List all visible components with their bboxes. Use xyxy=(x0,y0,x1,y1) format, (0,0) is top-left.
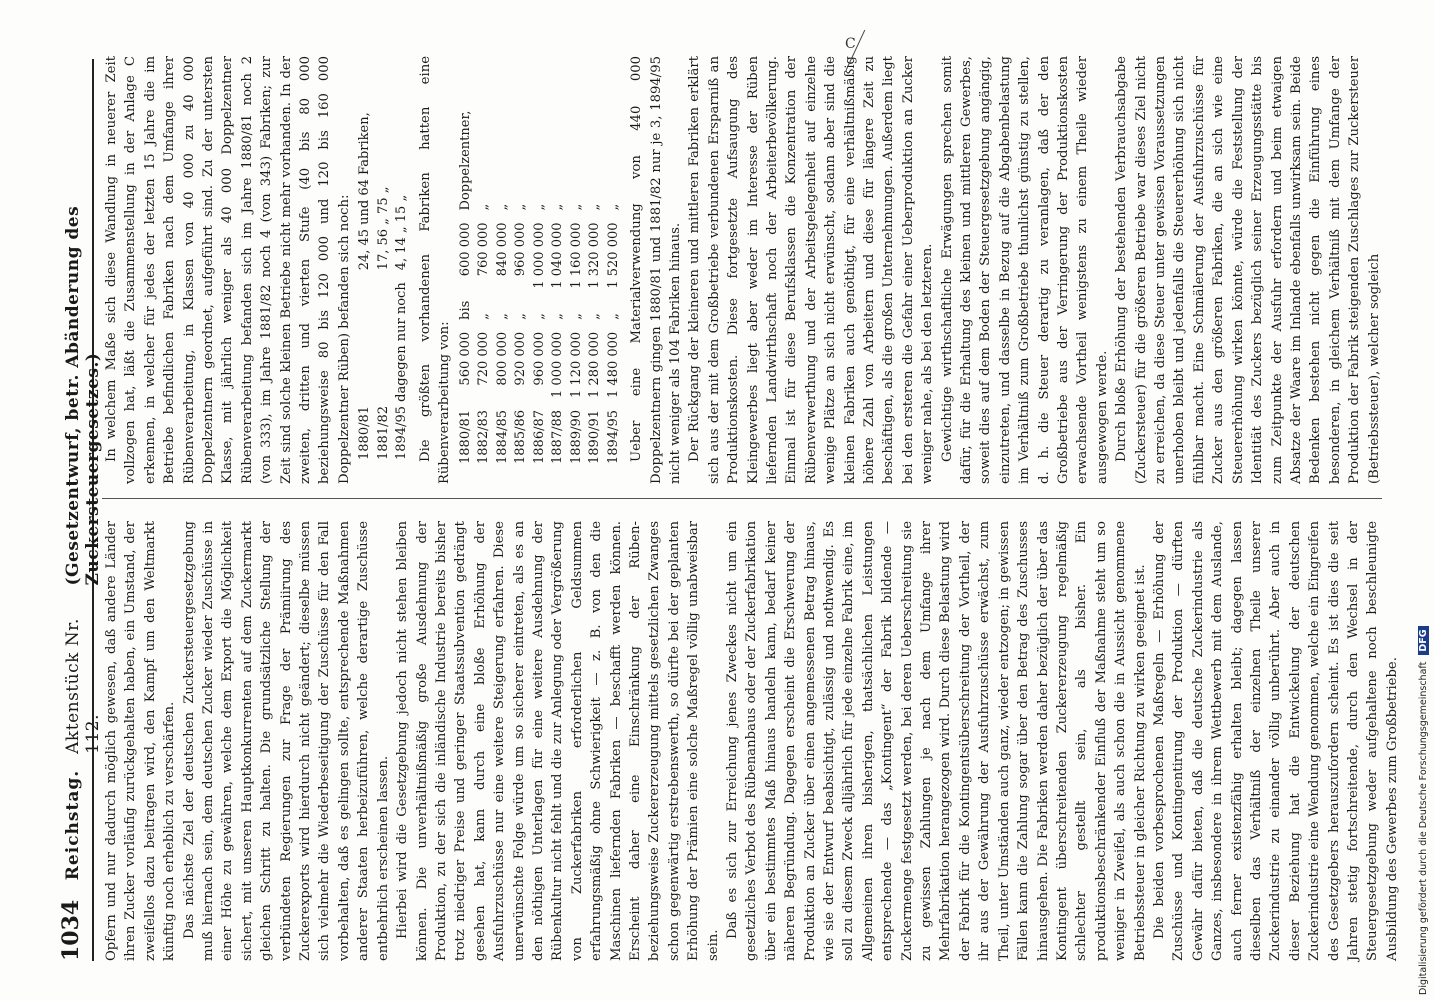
table-cell-year: 1884/85 xyxy=(494,409,510,464)
document-subject: (Gesetzentwurf, betr. Abänderung des Zuckersteuergesetzes.) xyxy=(63,205,103,586)
table-cell-sep: „ xyxy=(476,313,492,320)
table-cell-to: 1 520 000 xyxy=(605,222,621,289)
left-column xyxy=(102,521,1400,961)
table-cell-from: 1 480 000 xyxy=(605,331,621,398)
table-cell-unit: „ xyxy=(550,203,566,211)
table-cell-sep: „ xyxy=(587,313,603,320)
table-cell-year: 1880/81 xyxy=(457,409,473,464)
table-row xyxy=(494,105,513,470)
table-cell-from: 920 000 xyxy=(513,331,529,386)
table-cell-year: 1882/83 xyxy=(476,409,492,464)
paragraph: In welchem Maße sich diese Wandlung in neuerer Zeit vollzogen hat, läßt die Zusammenstellung in der Anlage C erkennen, in welcher für jedes der letzten 15 Jahre die im Betriebe befindlichen Fabriken nach dem Umfange ihrer Rübenverarbeitung, in Klassen von 40 000 zu 40 000 Doppelzentnern geordnet, aufgeführt sind. Zu der untersten Klasse, mit jährlich weniger als 40 000 Doppelzentner Rübenverarbeitung befanden sich im Jahre 1880/81 noch 2 (von 333), im Jahre 1881/82 noch 4 (von 343) Fabriken; zur Zeit sind solche kleinen Betriebe nicht mehr vorhanden. In der zweiten, dritten und vierten Stufe (40 bis 80 000 beziehungsweise 80 bis 120 000 und 120 bis 160 000 Doppelzentner Rüben) befanden sich noch: xyxy=(104,56,352,484)
page-header xyxy=(58,59,103,961)
table-cell-year: 1894/95 xyxy=(605,409,621,464)
table-cell-to: 760 000 xyxy=(476,222,492,277)
table-cell-from: 800 000 xyxy=(494,331,510,386)
small-factory-table xyxy=(356,106,412,466)
table-cell-to: 1 320 000 xyxy=(587,222,603,289)
table-row xyxy=(393,106,412,466)
table-cell-to: 960 000 xyxy=(513,222,529,277)
table-cell-unit: „ xyxy=(476,203,492,211)
rotated-page xyxy=(50,45,1400,975)
table-cell-year: 1894/95 dagegen nur noch xyxy=(394,282,410,460)
table-row xyxy=(568,105,587,470)
table-cell-unit: „ xyxy=(568,203,584,211)
text-columns xyxy=(102,56,1400,961)
table-cell-sep: „ xyxy=(513,313,529,320)
digitization-stamp xyxy=(1418,626,1429,995)
table-cell-unit: „ xyxy=(531,203,547,211)
table-cell-sep: „ xyxy=(550,313,566,320)
paragraph: Hierbei wird die Gesetzgebung jedoch nicht stehen bleiben können. Die unverhältnißmäßig große Ausdehnung der Produktion, zu der sich die inländische Industrie bereits bisher trotz niedriger Preise und geringer Staatssubvention gedrängt gesehen hat, kann durch eine bloße Erhöhung der Ausfuhrzuschüsse nur eine weitere Steigerung erfahren. Diese unerwünschte Folge würde um so sicherer eintreten, als es an den nöthigen Unterlagen für eine weitere Ausdehnung der Rübenkultur nicht fehlt und die zur Anlegung oder Vergrößerung von Zuckerfabriken erforderlichen Geldsummen erfahrungsmäßig ohne Schwierigkeit — z. B. von den die Maschinen liefernden Fabriken — beschafft werden können. Erscheint daher eine Einschränkung der Rüben- beziehungsweise Zuckererzeugung mittels gesetzlichen Zwanges schon gegenwärtig erstrebenswerth, so dürfte bei der geplanten Erhöhung der Prämien eine solche Maßregel völlig unabweisbar sein. xyxy=(395,521,721,961)
table-row xyxy=(549,105,568,470)
table-cell-year: 1890/91 xyxy=(587,409,603,464)
table-cell-from: 560 000 xyxy=(457,331,473,386)
largest-factories-table xyxy=(457,105,624,470)
stamp-text: Digitalisierung gefördert durch die Deutsche Forschungsgemeinschaft xyxy=(1418,661,1429,995)
table-cell-from: 960 000 xyxy=(531,331,547,386)
document-reference: Aktenstück Nr. 112. xyxy=(63,618,103,754)
table-row xyxy=(531,105,550,470)
table-row xyxy=(356,106,375,466)
table-row xyxy=(586,105,605,470)
table-cell-sep: „ xyxy=(494,313,510,320)
table-row xyxy=(605,105,624,470)
table-row xyxy=(475,105,494,470)
table-cell-unit: „ xyxy=(605,203,621,211)
paragraph: Das nächste Ziel der deutschen Zuckersteuergesetzgebung muß hiernach sein, dem deutschen Zucker wieder Zuschüsse in einer Höhe zu gewähren, welche dem Export die Möglichkeit sichert, mit unseren Hauptkonkurrenten auf dem Zuckermarkt gleichen Schritt zu halten. Die grundsätzliche Stellung der verbündeten Regierungen zur Frage der Prämiirung des Zuckerexports wird hierdurch nicht geändert; dieselbe müssen sich vielmehr die Wiederbeseitigung der Zuschüsse für den Fall vorbehalten, daß es gelingen sollte, entsprechende Maßnahmen anderer Staaten herbeizuführen, welche derartige Zuschüsse entbehrlich erscheinen lassen. xyxy=(181,521,391,961)
table-cell-sep: „ xyxy=(568,313,584,320)
paragraph: Der Rückgang der kleineren und mittleren Fabriken erklärt sich aus der mit dem Großbetriebe verbundenen Ersparniß an Produktionskosten. Diese fortgesetzte Aufsaugung des Kleingewerbes liegt aber weder im Interesse der Rüben liefernden Landwirthschaft noch der Arbeiterbevölkerung. Einmal ist für diese Berufsklassen die Konzentration der Rübenverwerthung und der Arbeitsgelegenheit auf einzelne wenige Plätze an sich nicht erwünscht, sodann aber sind die kleinen Fabriken auch genöthigt, für eine verhältnißmäßig höhere Zahl von Arbeitern und diese für längere Zeit zu beschäftigen, als die großen Unternehmungen. Außerdem liegt bei den ersteren die Gefahr einer Ueberproduktion an Zucker weniger nahe, als bei den letzteren. xyxy=(687,56,936,484)
table-cell-from: 1 120 000 xyxy=(568,331,584,398)
table-row xyxy=(457,105,476,470)
table-cell-values: 17, 56 „ 75 „ xyxy=(375,186,391,271)
table-cell-values: 4, 14 „ 15 „ xyxy=(394,194,410,271)
paragraph: Gewichtige wirthschaftliche Erwägungen sprechen somit dafür, für die Erhaltung des kleinen und mittleren Gewerbes, soweit dies auf dem Boden der Steuergesetzgebung angängig, einzutreten, und dasselbe in Bezug auf die Abgabenbelastung im Verhältniß zum Großbetriebe thunlichst günstig zu stellen, d. h. die Steuer derartig zu veranlagen, daß der den Großbetriebe aus der Verringerung der Produktionskosten erwachsende Vortheil wenigstens zu einem Theile wieder ausgewogen werde. xyxy=(939,56,1110,484)
table-cell-unit: „ xyxy=(587,203,603,211)
table-cell-to: 1 040 000 xyxy=(550,222,566,289)
table-cell-from: 1 000 000 xyxy=(550,331,566,398)
table-row xyxy=(375,106,394,466)
table-cell-unit: „ xyxy=(494,203,510,211)
table-row xyxy=(512,105,531,470)
table-cell-to: 840 000 xyxy=(494,222,510,277)
table-cell-year: 1886/87 xyxy=(531,409,547,464)
table-cell-sep: „ xyxy=(605,313,621,320)
table-cell-year: 1885/86 xyxy=(513,409,529,464)
table-cell-unit: Doppelzentner, xyxy=(457,110,473,211)
table-cell-year: 1881/82 xyxy=(375,405,391,460)
paragraph: Die beiden vorbesprochenen Maßregeln — Erhöhung der Zuschüsse und Kontingentirung der Produktion — dürften Gewähr dafür bieten, daß die deutsche Zuckerindustrie als Ganzes, insbesondere in ihrem Wettbewerb mit dem Auslande, auch ferner existenzfähig erhalten bleibt; dagegen lassen dieselben das Verhältniß der einzelnen Theile unserer Zuckerindustrie zu einander völlig unberührt. Aber auch in dieser Beziehung hat die Entwickelung der deutschen Zuckerindustrie eine Wendung genommen, welche ein Eingreifen des Gesetzgebers herauszufordern scheint. Es ist dies die seit Jahren stetig fortschreitende, durch den Wechsel in der Steuergesetzgebung weder aufgehaltene noch beschleunigte Ausbildung des Gewerbes zum Großbetriebe. xyxy=(1151,521,1400,961)
table-cell-to: 1 160 000 xyxy=(568,222,584,289)
table-cell-from: 1 280 000 xyxy=(587,331,603,398)
paragraph: Die größten vorhandenen Fabriken hatten eine Rübenverarbeitung von: xyxy=(417,56,453,484)
margin-annotation: C xyxy=(845,36,856,52)
table-cell-year: 1887/88 xyxy=(550,409,566,464)
paragraph: Ueber eine Materialverwendung von 440 000 Doppelzentnern gingen 1880/81 und 1881/82 nur je 3, 1894/95 nicht weniger als 104 Fabriken hinaus. xyxy=(629,56,683,484)
right-column xyxy=(102,56,1382,499)
table-cell-from: 720 000 xyxy=(476,331,492,386)
table-cell-sep: „ xyxy=(531,313,547,320)
table-cell-to: 1 000 000 xyxy=(531,222,547,289)
table-cell-values: 24, 45 und 64 Fabriken, xyxy=(357,112,373,271)
paragraph: Durch bloße Erhöhung der bestehenden Verbrauchsabgabe (Zuckersteuer) für die größeren Betriebe war dieses Ziel nicht zu erreichen, da diese Steuer unter gewissen Voraussetzungen unerhoben bleibt und jedenfalls die Steuererhöhung sich nicht fühlbar macht. Eine Schmälerung der Ausfuhrzuschüsse für Zucker aus den größeren Fabriken, die an sich wie eine Steuererhöhung wirken könnte, würde die Feststellung der Identität des Zuckers bezüglich seiner Erzeugungsstätte bis zum Zeitpunkte der Ausfuhr erfordern und beim etwaigen Absatze der Waare im Inlande ebenfalls unwirksam sein. Beide Bedenken bestehen nicht gegen die Einführung eines besonderen, in gleichem Verhältniß mit dem Umfange der Produktion der Fabrik steigenden Zuschlages zur Zuckersteuer (Betriebssteuer), welcher sogleich xyxy=(1114,56,1382,484)
dfg-logo: DFG xyxy=(1418,626,1429,654)
table-cell-year: 1889/90 xyxy=(568,409,584,464)
table-cell-to: 600 000 xyxy=(457,222,473,277)
table-cell-unit: „ xyxy=(513,203,529,211)
header-title: Reichstag. xyxy=(63,769,83,881)
table-cell-year: 1880/81 xyxy=(357,405,373,460)
paragraph: Opfern und nur dadurch möglich gewesen, daß andere Länder ihren Zucker vorläufig zurückgehalten haben, ein Umstand, der zweifellos dazu beitragen wird, den Kampf um den Weltmarkt künftig noch erheblich zu verschärfen. xyxy=(104,521,178,961)
paragraph: Daß es sich zur Erreichung jenes Zweckes nicht um ein gesetzliches Verbot des Rübenanbaus oder der Zuckerfabrikation über ein bestimmtes Maß hinaus handeln kann, bedarf keiner näheren Begründung. Dagegen erscheint die Erschwerung der Produktion an Zucker über einen angemessenen Betrag hinaus, wie sie der Entwurf beabsichtigt, zulässig und nothwendig. Es soll zu diesem Zweck alljährlich für jede einzelne Fabrik eine, im Allgemeinen ihren bisherigen, thatsächlichen Leistungen entsprechende — das „Kontingent“ der Fabrik bildende — Zuckermenge festgesetzt werden, bei deren Ueberschreitung sie zu gewissen Zahlungen je nach dem Umfange ihrer Mehrfabrikation herangezogen wird. Durch diese Belastung wird der Fabrik für die Kontingentsüberschreitung der Vortheil, der ihr aus der Gewährung der Ausfuhrzuschüsse erwächst, zum Theil, unter Umständen auch ganz, wieder entzogen; in gewissen Fällen kann die Zahlung sogar über den Betrag des Zuschusses hinausgehen. Die Fabriken werden daher bezüglich der über das Kontingent überschreitenden Zuckererzeugung regelmäßig schlechter gestellt sein, als bisher. Ein produktionsbeschränkender Einfluß der Maßnahme steht um so weniger in Zweifel, als auch schon die in Aussicht genommene Betriebssteuer in gleicher Richtung zu wirken geeignet ist. xyxy=(725,521,1148,961)
page-number: 1034 xyxy=(58,899,84,961)
table-cell-sep: bis xyxy=(457,300,473,320)
